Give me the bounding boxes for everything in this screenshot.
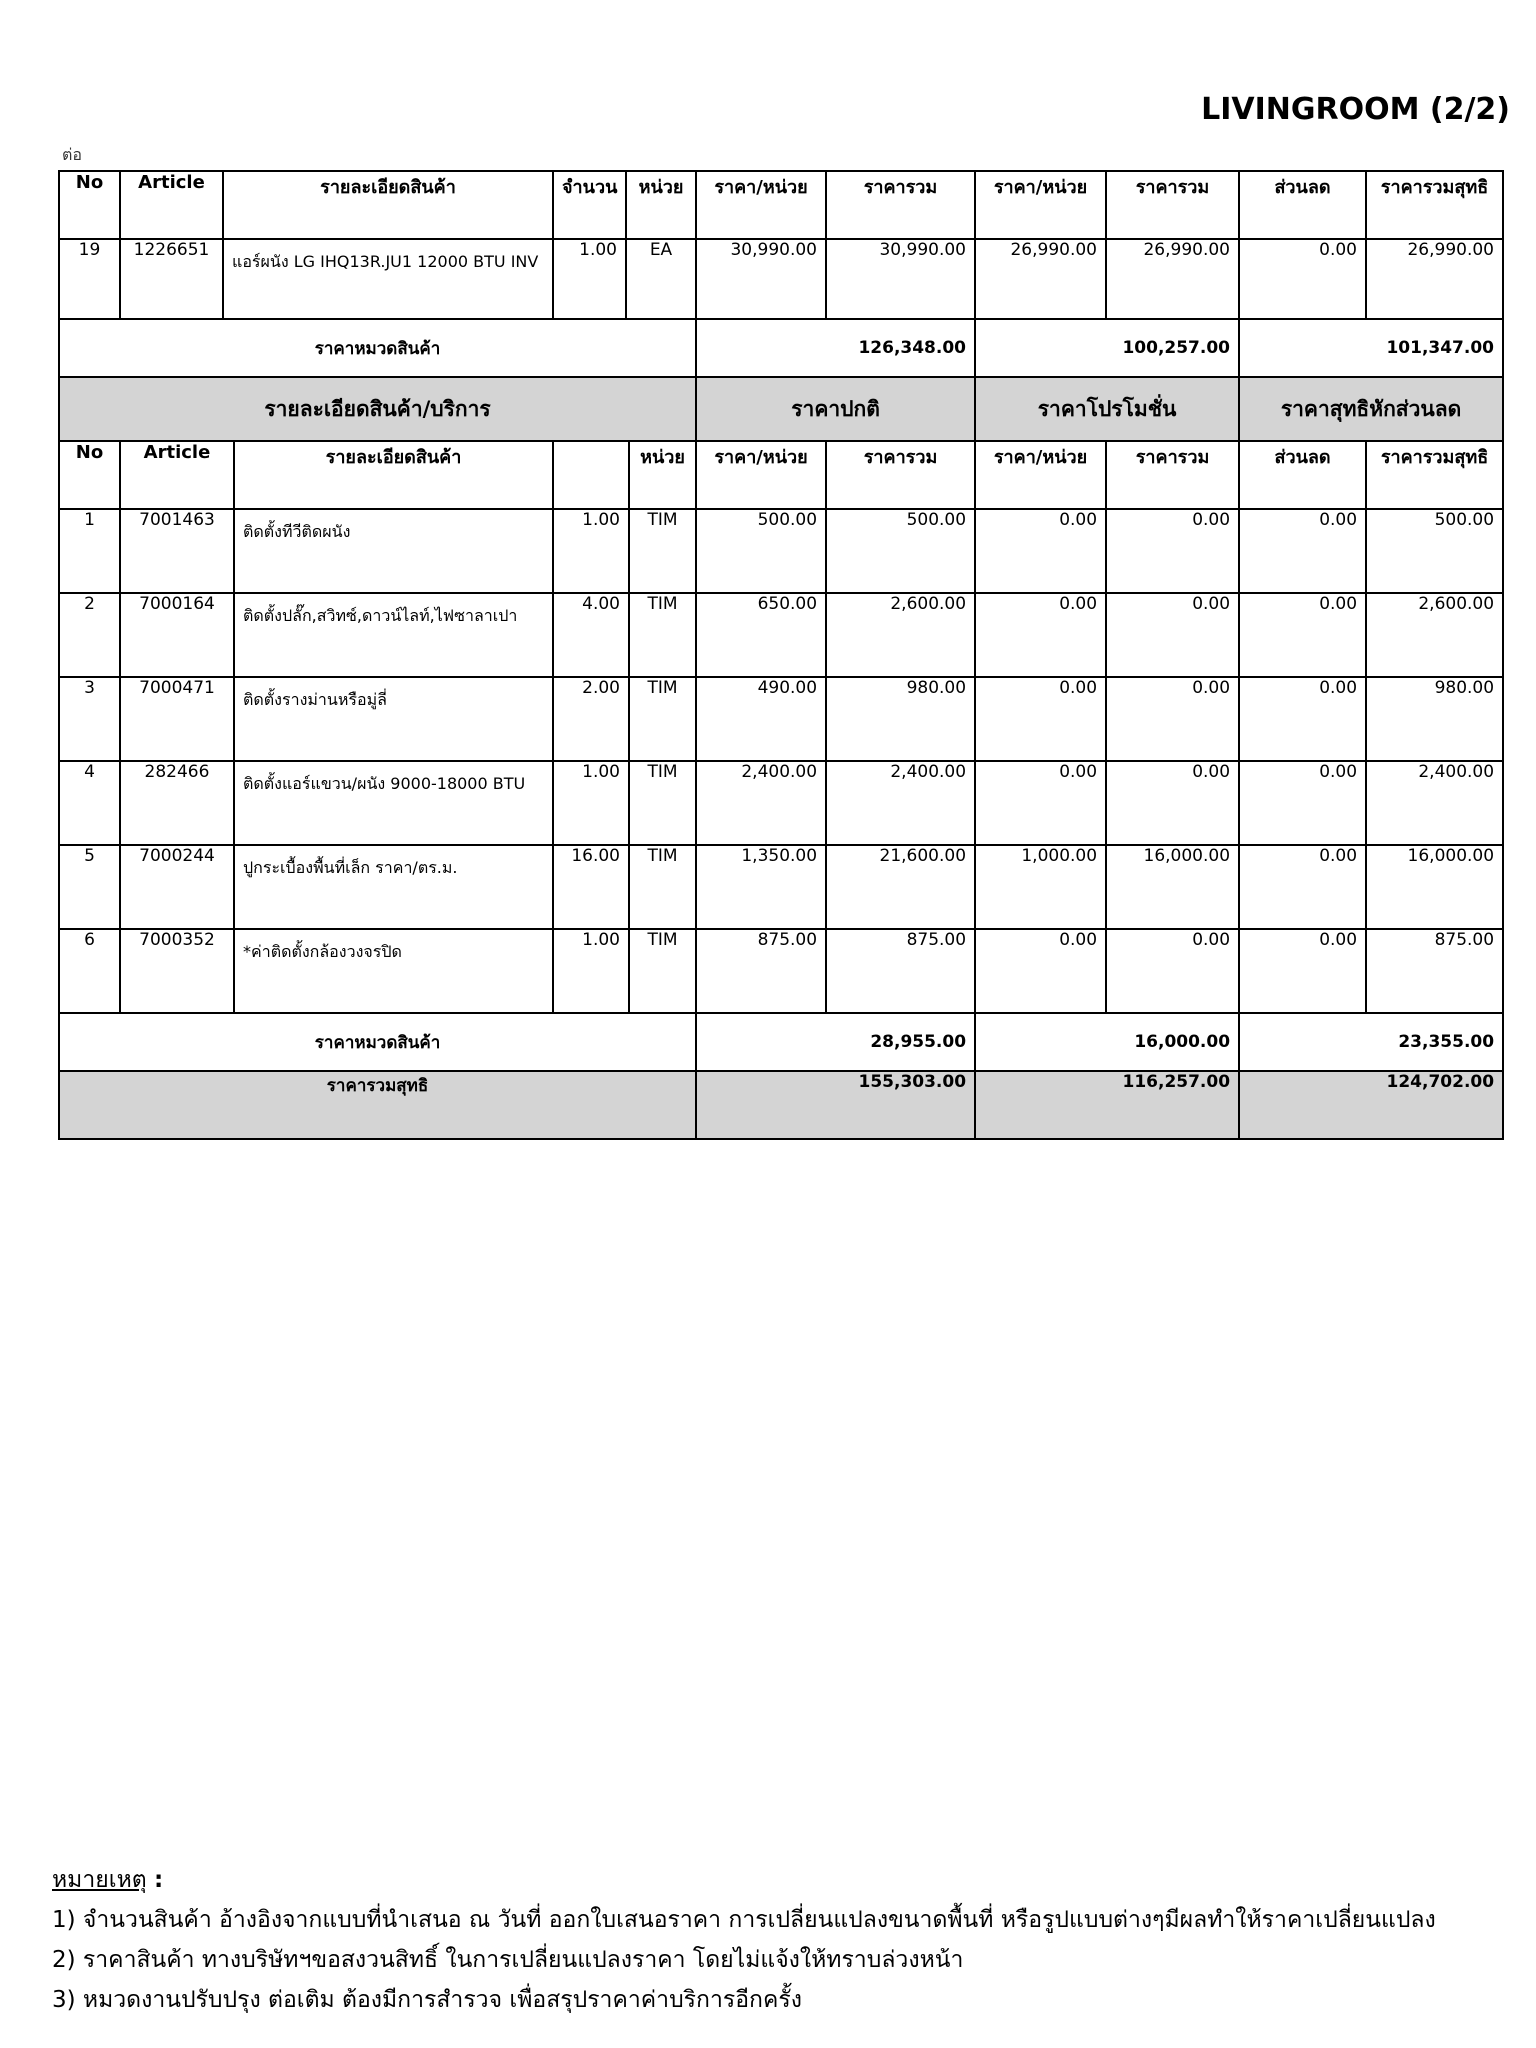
cell-discount: 0.00 (1239, 845, 1366, 929)
cell-description: ติดตั้งปลั๊ก,สวิทซ์,ดาวน์ไลท์,ไฟซาลาเปา (234, 593, 553, 677)
cell-unit: TIM (629, 593, 696, 677)
notes-colon: : (154, 1867, 164, 1893)
cell-description: ติดตั้งทีวีติดผนัง (234, 509, 553, 593)
section-net-price: ราคาสุทธิหักส่วนลด (1239, 377, 1503, 441)
cell-no: 2 (59, 593, 120, 677)
section-details: รายละเอียดสินค้า/บริการ (59, 377, 696, 441)
cell-promo-total: 16,000.00 (1106, 845, 1239, 929)
notes-heading-line (52, 1860, 1436, 1900)
cell-unit-price: 1,350.00 (696, 845, 826, 929)
subtotal-net: 101,347.00 (1239, 319, 1503, 376)
cell-promo-total: 0.00 (1106, 677, 1239, 761)
cell-description: แอร์ผนัง LG IHQ13R.JU1 12000 BTU INV (223, 239, 553, 319)
column-header: No (59, 441, 120, 509)
cell-unit: TIM (629, 929, 696, 1013)
column-header: รายละเอียดสินค้า (223, 171, 553, 239)
section-promo-price: ราคาโปรโมชั่น (975, 377, 1239, 441)
column-header: ราคา/หน่วย (975, 441, 1106, 509)
cell-unit: TIM (629, 509, 696, 593)
table-row (59, 929, 1503, 1013)
cell-discount: 0.00 (1239, 593, 1366, 677)
subtotal-row (59, 319, 1503, 376)
cell-promo-unit-price: 0.00 (975, 509, 1106, 593)
column-header: ราคารวม (1106, 171, 1239, 239)
cell-promo-unit-price: 26,990.00 (975, 239, 1106, 319)
cell-description: ติดตั้งแอร์แขวน/ผนัง 9000-18000 BTU (234, 761, 553, 845)
cell-total: 21,600.00 (826, 845, 975, 929)
cell-no: 19 (59, 239, 120, 319)
cell-net: 875.00 (1366, 929, 1503, 1013)
cell-article: 7000352 (120, 929, 234, 1013)
table-row (59, 677, 1503, 761)
grand-total-label: ราคารวมสุทธิ (59, 1071, 696, 1139)
products-table (58, 170, 1504, 376)
cell-total: 875.00 (826, 929, 975, 1013)
notes-heading: หมายเหตุ (52, 1867, 147, 1893)
note-item: 1) จำนวนสินค้า อ้างอิงจากแบบที่นำเสนอ ณ วันที่ ออกใบเสนอราคา การเปลี่ยนแปลงขนาดพื้นที่ หรือรูปแบบต่างๆมีผลทำให้ราคาเปลี่ยนแปลง (52, 1907, 1436, 1933)
cell-discount: 0.00 (1239, 929, 1366, 1013)
cell-net: 2,600.00 (1366, 593, 1503, 677)
column-header: หน่วย (626, 171, 696, 239)
cell-article: 7000471 (120, 677, 234, 761)
cell-article: 7000164 (120, 593, 234, 677)
cell-article: 7001463 (120, 509, 234, 593)
subtotal-row (59, 1013, 1503, 1071)
cell-quantity: 2.00 (553, 677, 629, 761)
cell-promo-total: 0.00 (1106, 761, 1239, 845)
cell-quantity: 1.00 (553, 239, 626, 319)
cell-total: 500.00 (826, 509, 975, 593)
section-normal-price: ราคาปกติ (696, 377, 975, 441)
table-row (59, 845, 1503, 929)
table-header-row (59, 441, 1503, 509)
cell-unit-price: 490.00 (696, 677, 826, 761)
column-header: ราคารวม (826, 171, 975, 239)
grand-total-net: 124,702.00 (1239, 1071, 1503, 1139)
table-header-row (59, 171, 1503, 239)
section-header-row (59, 377, 1503, 441)
cell-description: *ค่าติดตั้งกล้องวงจรปิด (234, 929, 553, 1013)
cell-no: 5 (59, 845, 120, 929)
cell-quantity: 1.00 (553, 509, 629, 593)
column-header: ราคารวมสุทธิ (1366, 441, 1503, 509)
cell-discount: 0.00 (1239, 509, 1366, 593)
table-row (59, 239, 1503, 319)
cell-promo-total: 0.00 (1106, 593, 1239, 677)
cell-quantity: 4.00 (553, 593, 629, 677)
column-header: รายละเอียดสินค้า (234, 441, 553, 509)
column-header: No (59, 171, 120, 239)
column-header: หน่วย (629, 441, 696, 509)
column-header: ราคา/หน่วย (696, 441, 826, 509)
cell-total: 2,600.00 (826, 593, 975, 677)
cell-article: 1226651 (120, 239, 223, 319)
cell-promo-unit-price: 0.00 (975, 593, 1106, 677)
cell-unit: EA (626, 239, 696, 319)
cell-promo-total: 0.00 (1106, 509, 1239, 593)
cell-net: 980.00 (1366, 677, 1503, 761)
table-row (59, 593, 1503, 677)
table-row (59, 761, 1503, 845)
cell-total: 30,990.00 (826, 239, 975, 319)
column-header (553, 441, 629, 509)
subtotal-label: ราคาหมวดสินค้า (59, 1013, 696, 1071)
subtotal-promo: 100,257.00 (975, 319, 1239, 376)
cell-no: 1 (59, 509, 120, 593)
cell-net: 2,400.00 (1366, 761, 1503, 845)
notes-section (52, 1860, 1436, 2020)
cell-discount: 0.00 (1239, 761, 1366, 845)
cell-unit: TIM (629, 845, 696, 929)
note-item: 2) ราคาสินค้า ทางบริษัทฯขอสงวนสิทธิ์ ในการเปลี่ยนแปลงราคา โดยไม่แจ้งให้ทราบล่วงหน้า (52, 1947, 964, 1973)
note-item: 3) หมวดงานปรับปรุง ต่อเติม ต้องมีการสำรวจ เพื่อสรุปราคาค่าบริการอีกครั้ง (52, 1987, 802, 2013)
cell-promo-unit-price: 0.00 (975, 761, 1106, 845)
cell-description: ติดตั้งรางม่านหรือมู่ลี่ (234, 677, 553, 761)
column-header: Article (120, 441, 234, 509)
table-row (59, 509, 1503, 593)
cell-no: 6 (59, 929, 120, 1013)
column-header: จำนวน (553, 171, 626, 239)
column-header: ราคารวม (826, 441, 975, 509)
column-header: ราคา/หน่วย (696, 171, 826, 239)
cut-off-text: ต่อ (62, 145, 82, 164)
cell-promo-unit-price: 1,000.00 (975, 845, 1106, 929)
grand-total-normal: 155,303.00 (696, 1071, 975, 1139)
column-header: Article (120, 171, 223, 239)
cell-description: ปูกระเบื้องพื้นที่เล็ก ราคา/ตร.ม. (234, 845, 553, 929)
cell-promo-total: 26,990.00 (1106, 239, 1239, 319)
grand-total-row (59, 1071, 1503, 1139)
cell-unit-price: 650.00 (696, 593, 826, 677)
cell-net: 500.00 (1366, 509, 1503, 593)
cell-article: 282466 (120, 761, 234, 845)
cell-promo-total: 0.00 (1106, 929, 1239, 1013)
cell-promo-unit-price: 0.00 (975, 929, 1106, 1013)
column-header: ราคา/หน่วย (975, 171, 1106, 239)
subtotal-normal: 28,955.00 (696, 1013, 975, 1071)
page-title: LIVINGROOM (2/2) (1201, 92, 1510, 127)
cell-discount: 0.00 (1239, 239, 1366, 319)
cell-total: 980.00 (826, 677, 975, 761)
cell-net: 26,990.00 (1366, 239, 1503, 319)
cell-no: 3 (59, 677, 120, 761)
cell-unit-price: 2,400.00 (696, 761, 826, 845)
column-header: ส่วนลด (1239, 171, 1366, 239)
subtotal-net: 23,355.00 (1239, 1013, 1503, 1071)
subtotal-promo: 16,000.00 (975, 1013, 1239, 1071)
cell-net: 16,000.00 (1366, 845, 1503, 929)
cell-unit: TIM (629, 677, 696, 761)
cell-total: 2,400.00 (826, 761, 975, 845)
subtotal-label: ราคาหมวดสินค้า (59, 319, 696, 376)
cell-discount: 0.00 (1239, 677, 1366, 761)
cell-unit-price: 30,990.00 (696, 239, 826, 319)
cell-quantity: 1.00 (553, 929, 629, 1013)
cell-promo-unit-price: 0.00 (975, 677, 1106, 761)
column-header: ราคารวมสุทธิ (1366, 171, 1503, 239)
cell-unit-price: 500.00 (696, 509, 826, 593)
grand-total-promo: 116,257.00 (975, 1071, 1239, 1139)
services-table (58, 376, 1504, 1140)
cell-quantity: 1.00 (553, 761, 629, 845)
cell-article: 7000244 (120, 845, 234, 929)
cell-unit: TIM (629, 761, 696, 845)
cell-quantity: 16.00 (553, 845, 629, 929)
column-header: ราคารวม (1106, 441, 1239, 509)
subtotal-normal: 126,348.00 (696, 319, 975, 376)
cell-no: 4 (59, 761, 120, 845)
column-header: ส่วนลด (1239, 441, 1366, 509)
cell-unit-price: 875.00 (696, 929, 826, 1013)
